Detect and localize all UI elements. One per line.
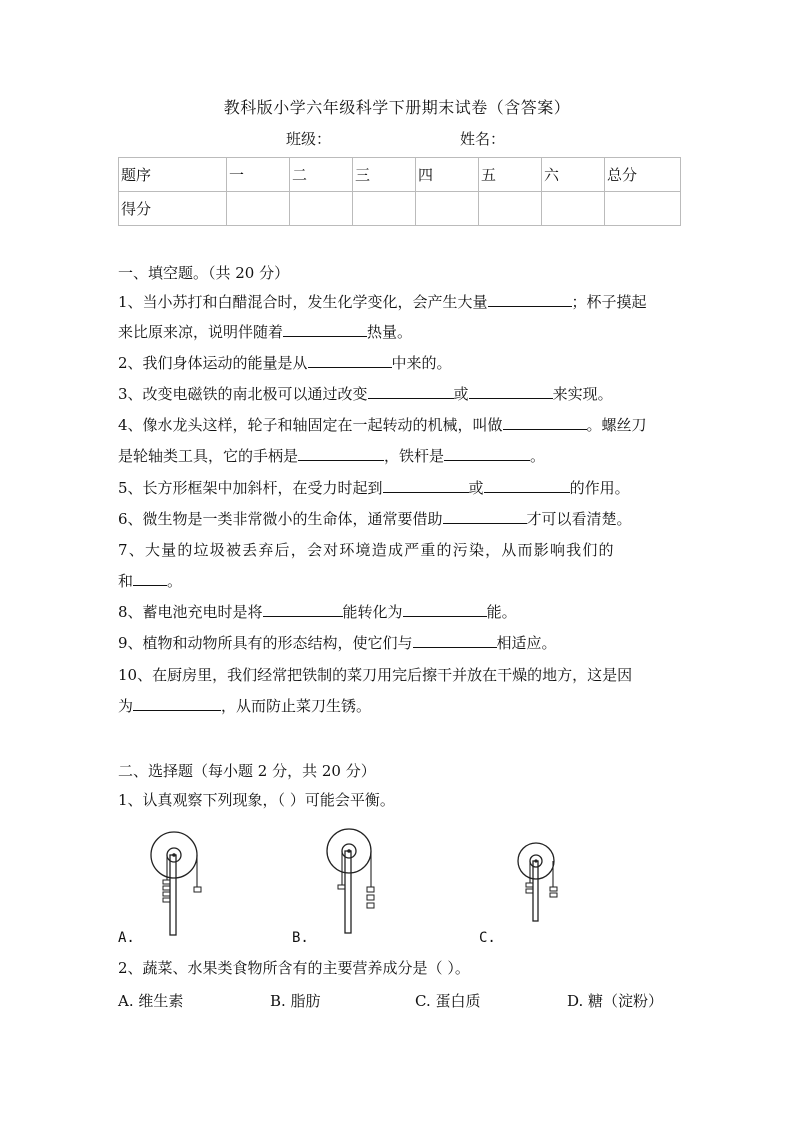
question-3 [118,384,678,404]
name-label: 姓名： [460,130,506,148]
score-table-score-row [119,192,681,226]
answer-blank[interactable] [298,446,384,461]
score-header-cell: 一 [227,158,290,192]
answer-blank[interactable] [484,478,570,493]
option-a[interactable]: A. 维生素 [118,992,184,1010]
question-4-line-1 [118,415,678,435]
score-cell[interactable] [290,192,353,226]
question-text: 9、植物和动物所具有的形态结构，使它们与 [118,634,413,652]
question-4-line-2 [118,446,678,466]
class-label: 班级： [286,130,332,148]
option-b-label[interactable]: B. [292,930,309,946]
question-text: ，从而防止菜刀生锈。 [221,697,372,715]
score-header-cell: 六 [542,158,605,192]
question-text: 3、改变电磁铁的南北极可以通过改变 [118,385,368,403]
question-text: 相适应。 [496,634,557,652]
option-d[interactable]: D. 糖（淀粉） [567,992,664,1010]
question-text: 4、像水龙头这样，轮子和轴固定在一起转动的机械，叫做 [118,416,503,434]
answer-blank[interactable] [283,322,367,337]
score-table [118,157,681,226]
question-text: 或 [453,385,469,403]
question-10-line-1 [118,665,678,685]
answer-blank[interactable] [133,571,167,586]
score-cell[interactable] [227,192,290,226]
question-text: 2、我们身体运动的能量是从 [118,354,308,372]
answer-blank[interactable] [488,292,572,307]
mc-question-2: 2、蔬菜、水果类食物所含有的主要营养成分是（ ）。 [118,959,470,977]
question-text: ，铁杆是 [384,447,445,465]
question-text: 来实现。 [552,385,613,403]
score-cell[interactable] [542,192,605,226]
answer-blank[interactable] [503,415,587,430]
score-row-label: 得分 [119,192,227,226]
answer-blank[interactable] [133,696,221,711]
question-1-line-1 [118,292,678,312]
score-table-header-row [119,158,681,192]
score-cell[interactable] [353,192,416,226]
section-1-heading: 一、填空题。（共 20 分） [118,264,290,282]
question-8 [118,602,678,622]
wheel-axle-figures [118,825,678,950]
question-1-line-2 [118,322,678,342]
answer-blank[interactable] [413,633,497,648]
question-text: 或 [468,479,484,497]
score-cell[interactable] [605,192,681,226]
wheel-axle-figure-c [510,825,570,940]
page-title: 教科版小学六年级科学下册期末试卷（含答案） [223,98,571,117]
score-header-cell: 五 [479,158,542,192]
option-a-label[interactable]: A. [118,930,135,946]
score-header-cell: 题序 [119,158,227,192]
wheel-axle-figure-b [323,825,383,940]
answer-blank[interactable] [263,602,343,617]
score-header-cell: 总分 [605,158,681,192]
question-text: 6、微生物是一类非常微小的生命体，通常要借助 [118,510,443,528]
answer-blank[interactable] [469,384,553,399]
question-text: 热量。 [367,323,413,341]
answer-blank[interactable] [308,353,392,368]
score-cell[interactable] [416,192,479,226]
question-text: 为 [118,697,134,715]
score-header-cell: 四 [416,158,479,192]
option-c-label[interactable]: C. [479,930,496,946]
score-header-cell: 二 [290,158,353,192]
question-5 [118,478,678,498]
question-text: 。螺丝刀 [586,416,647,434]
question-text: 能。 [486,603,517,621]
question-text: 5、长方形框架中加斜杆，在受力时起到 [118,479,383,497]
question-text: 。 [167,572,183,590]
question-text: 8、蓄电池充电时是将 [118,603,263,621]
question-9 [118,633,678,653]
answer-blank[interactable] [443,509,527,524]
answer-blank[interactable] [368,384,454,399]
question-text: 和 [118,572,134,590]
score-cell[interactable] [479,192,542,226]
question-text: 1、当小苏打和白醋混合时，发生化学变化，会产生大量 [118,293,488,311]
question-text: 来比原来凉，说明伴随着 [118,323,284,341]
question-2 [118,353,678,373]
question-text: 能转化为 [342,603,403,621]
question-7-line-2 [118,571,678,591]
question-text: ；杯子摸起 [571,293,647,311]
question-text: 。 [530,447,546,465]
question-text: 才可以看清楚。 [526,510,632,528]
question-6 [118,509,678,529]
answer-blank[interactable] [444,446,530,461]
question-10-line-2 [118,696,678,716]
question-7-line-1 [118,540,678,560]
section-2-heading: 二、选择题（每小题 2 分，共 20 分） [118,762,376,780]
answer-blank[interactable] [403,602,487,617]
option-b[interactable]: B. 脂肪 [270,992,321,1010]
option-c[interactable]: C. 蛋白质 [415,992,481,1010]
question-text: 中来的。 [391,354,452,372]
answer-blank[interactable] [383,478,469,493]
score-header-cell: 三 [353,158,416,192]
wheel-axle-figure-a [148,825,208,940]
mc-question-1: 1、认真观察下列现象，（ ）可能会平衡。 [118,791,395,809]
question-text: 是轮轴类工具，它的手柄是 [118,447,299,465]
question-text: 的作用。 [569,479,630,497]
question-text: 10、在厨房里，我们经常把铁制的菜刀用完后擦干并放在干燥的地方，这是因 [118,666,633,684]
question-text: 7、大量的垃圾被丢弃后，会对环境造成严重的污染，从而影响我们的 [118,541,615,559]
